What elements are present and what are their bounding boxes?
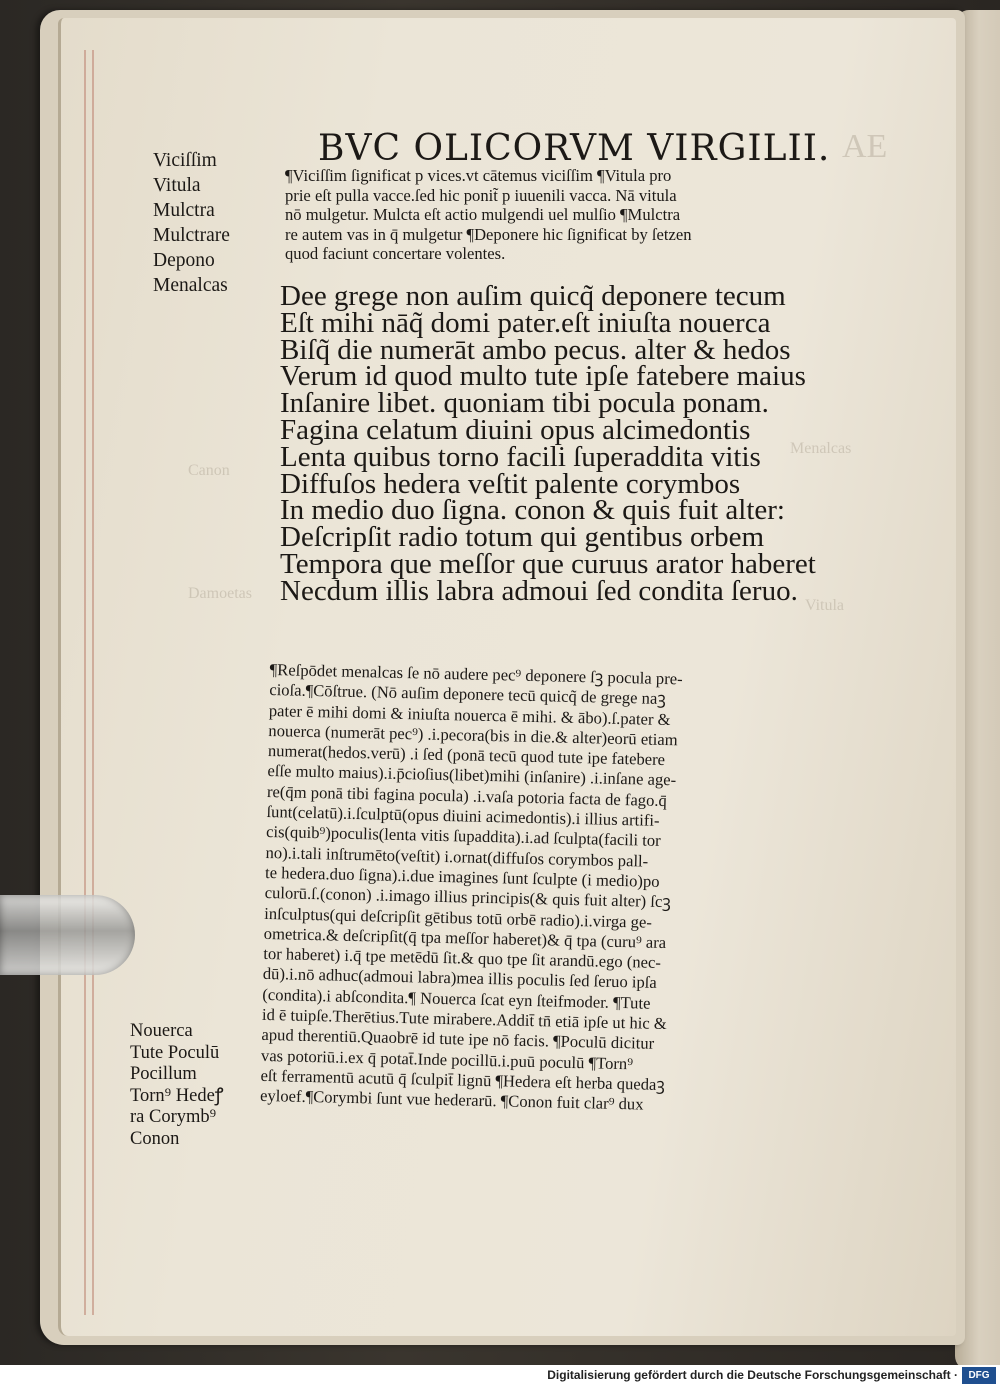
margin-note: Vitula xyxy=(153,175,201,196)
verse-line: Dee grege non auſim quicq̃ deponere tecum xyxy=(280,280,786,312)
verse-line: Lenta quibus torno facili ſuperaddita vitis xyxy=(280,440,761,473)
commentary-line: nō mulgetur. Mulcta eſt actio mulgendi uel mulſio ¶Mulctra xyxy=(285,205,681,225)
margin-note: Viciſſim xyxy=(153,150,217,171)
commentary-line: ¶Viciſſim ſignificat p vices.vt cātemus viciſſim ¶Vitula pro xyxy=(285,166,672,185)
margin-note: Conon xyxy=(130,1128,180,1149)
commentary-line: eſſe multo maius).i.p̄cioſius(libet)mihi (inſanire) .i.inſane age- xyxy=(267,761,677,790)
margin-note: Torn⁹ Hedeꝭ xyxy=(130,1085,224,1106)
verse-line: In medio duo ſigna. conon & quis fuit alter: xyxy=(280,494,785,527)
verse-line: Verum id quod multo tute ipſe fatebere maius xyxy=(280,360,806,393)
page-holder-clip xyxy=(0,895,135,975)
show-through-text: Menalcas xyxy=(790,440,852,457)
show-through-text: Damoetas xyxy=(188,585,252,602)
commentary-line: apud therentiū.Quaobrē id tute ipe nō facis. ¶Poculū dicitur xyxy=(261,1025,655,1054)
commentary-line: inſculptus(qui deſcripſit gētibus totū orbē radio).i.virga ge- xyxy=(264,903,653,932)
verse-line: Inſanire libet. quoniam tibi pocula ponam. xyxy=(280,387,769,420)
commentary-line: eſt ferramentū acutū q̄ ſculpit̄ lignū ¶Hedera eſt herba quedaꝫ xyxy=(260,1065,666,1095)
verse-line: Eſt mihi nāq̃ domi pater.eſt iniuſta nouerca xyxy=(280,306,771,339)
commentary-line: dū).i.nō adhuc(admoui labra)mea illis poculis ſed ſeruo ipſa xyxy=(262,964,657,993)
commentary-line: cis(quib⁹)poculis(lenta vitis ſupaddita).i.ad ſculpta(facili tor xyxy=(265,822,661,851)
commentary-line: no).i.tali inſtrumēto(veſtit) i.ornat(diffuſos corymbos pall- xyxy=(265,842,649,871)
margin-note: Tute Poculū xyxy=(130,1042,220,1063)
commentary-line: tor haberet) i.q̄ tpe metēdū ſit.& quo tpe ſit arandū.ego (nec- xyxy=(263,944,662,973)
dfg-logo: DFG xyxy=(962,1367,996,1384)
funding-notice: Digitalisierung gefördert durch die Deutsche Forschungsgemeinschaft · xyxy=(547,1368,958,1382)
commentary-line: prie eſt pulla vacce.ſed hic ponit̃ p iuuenili vacca. Nā vitula xyxy=(285,185,677,205)
margin-note: Depono xyxy=(153,250,215,271)
bottom-margin-notes xyxy=(130,1021,224,1150)
margin-note: Pocillum xyxy=(130,1064,197,1084)
commentary-line: ometrica.& deſcripſit(q̄ tpa meſſor haberet)& q̄ tpa (curu⁹ ara xyxy=(263,923,667,952)
show-through-text: Canon xyxy=(188,462,230,479)
commentary-line: re autem vas in q̄ mulgetur ¶Deponere hic ſignificat by ſetzen xyxy=(285,224,692,244)
verse-line: Diffuſos hedera veſtit palente corymbos xyxy=(280,467,741,500)
margin-note: ra Corymb⁹ xyxy=(130,1107,217,1127)
page-edge-line xyxy=(92,50,94,1315)
commentary-line: id ē tuipſe.Therētius.Tute mirabere.Addit̄ tn̄ etiā ipſe ut hic & xyxy=(261,1004,667,1034)
commentary-main xyxy=(260,660,683,1116)
commentary-line: nouerca (numerāt pec⁹) .i.pecora(bis in die.& alter)eorū etiam xyxy=(268,720,678,750)
commentary-line: culorū.ſ.(conon) .i.imago illius principis(& quis fuit alter) ſcꝫ xyxy=(264,883,672,912)
commentary-line: ſunt(celatū).i.ſculptū(opus diuini acimedontis).i illius artifi- xyxy=(266,802,660,830)
page-header: BVC OLICORVM VIRGILII. xyxy=(318,128,831,169)
margin-notes xyxy=(153,148,230,298)
commentary-top xyxy=(285,166,885,264)
verse-line: Deſcripſit radio totum qui gentibus orbem xyxy=(280,521,765,554)
verse-line: Tempora que meſſor que curuus arator haberet xyxy=(280,547,816,580)
verse-block xyxy=(280,280,816,607)
verse-line: Necdum illis labra admoui ſed condita ſeruo. xyxy=(280,574,798,607)
margin-note: Menalcas xyxy=(153,275,228,296)
show-through-header: AE xyxy=(842,128,888,165)
commentary-line: re(q̄m ponā tibi fagina pocula) .i.vaſa potoria facta de fago.q̄ xyxy=(266,781,668,810)
commentary-line: eyloef.¶Corymbi ſunt vue hederarū. ¶Conon fuit clar⁹ dux xyxy=(259,1086,644,1114)
commentary-line: vas potoriū.i.ex q̄ potat̄.Inde pocillū.i.puū poculū ¶Torn⁹ xyxy=(260,1045,634,1073)
commentary-line: pater ē mihi domi & iniuſta nouerca ē mihi. & ābo).ſ.pater & xyxy=(268,700,671,729)
margin-note: Mulctra xyxy=(153,200,215,221)
verse-line: Biſq̃ die numerāt ambo pecus. alter & hedos xyxy=(280,333,791,366)
verse-line: Fagina celatum diuini opus alcimedontis xyxy=(280,413,751,446)
show-through-text: Vitula xyxy=(805,597,845,614)
commentary-line: te hedera.duo ſigna).i.due imagines ſunt ſculpte (i medio)po xyxy=(264,862,660,891)
commentary-line: numerat(hedos.verū) .i ſed (ponā tecū quod tute ipe fatebere xyxy=(267,741,666,770)
margin-note: Nouerca xyxy=(130,1021,193,1041)
commentary-line: (condita).i abſcondita.¶ Nouerca ſcat eyn ſteifmoder. ¶Tute xyxy=(262,984,651,1013)
commentary-line: ¶Reſpōdet menalcas ſe nō audere pec⁹ deponere ſꝫ pocula pre- xyxy=(269,660,683,689)
footer-bar xyxy=(0,1365,1000,1387)
commentary-line: quod faciunt concertare volentes. xyxy=(285,244,506,264)
page-edge-line xyxy=(84,50,86,1315)
margin-note: Mulctrare xyxy=(153,225,230,246)
commentary-line: cioſa.¶Cōſtrue. (Nō auſim deponere tecū quicq̃ de grege naꝫ xyxy=(269,680,667,709)
